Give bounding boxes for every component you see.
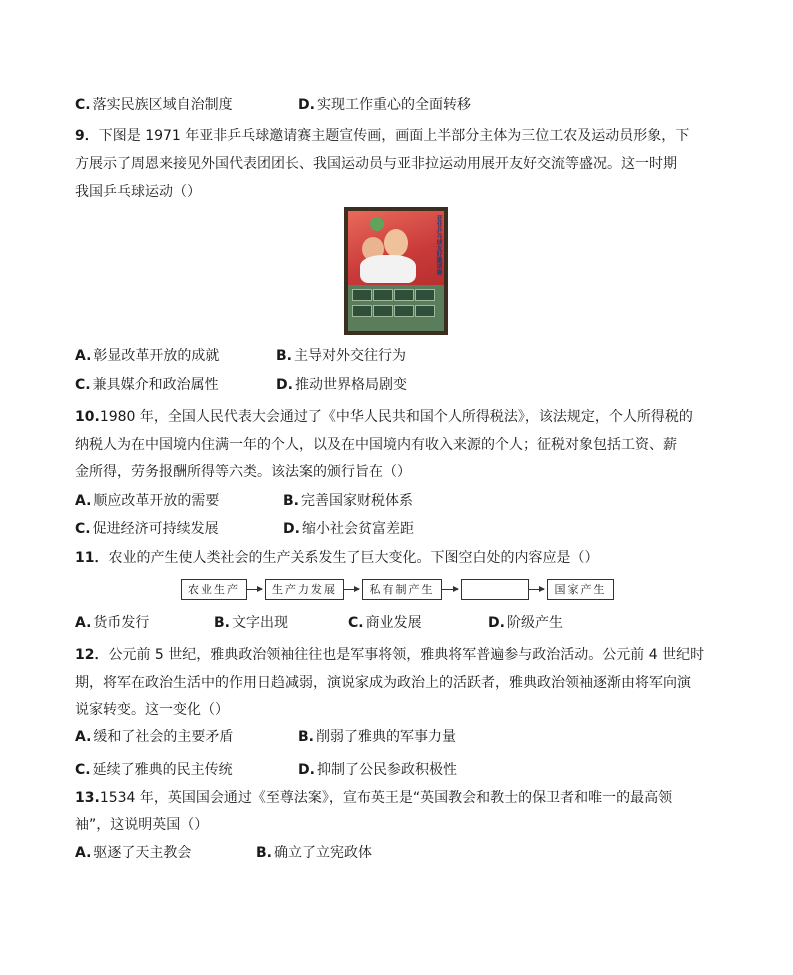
q12-option-c: [75, 760, 233, 780]
question-number: 9．: [75, 128, 99, 144]
option-label: B.: [214, 615, 230, 631]
q10-stem-line1: [75, 407, 693, 427]
poster-photo: [394, 305, 414, 317]
option-label: C.: [348, 615, 364, 631]
option-label: A.: [75, 348, 92, 364]
option-text: 文字出现: [232, 615, 288, 631]
poster-lower-photos: [348, 285, 444, 331]
option-label: A.: [75, 615, 92, 631]
option-label: D.: [488, 615, 505, 631]
option-label: D.: [276, 377, 293, 393]
q11-option-a: [75, 613, 149, 633]
q9-stem-line1: [75, 126, 689, 146]
q11-option-c: [348, 613, 422, 633]
q12-text-1: 公元前 5 世纪，雅典政治领袖往往也是军事将领，雅典将军普遍参与政治活动。公元前 4 世纪时: [108, 647, 705, 663]
q10-option-a: [75, 491, 219, 511]
option-text: 主导对外交往行为: [294, 348, 406, 364]
flow-arrow-icon: [442, 589, 458, 590]
q8-option-c: [75, 95, 233, 115]
q10-option-c: [75, 519, 219, 539]
q13-stem-line2: 袖”，这说明英国（）: [75, 817, 209, 833]
q13-text-1: 1534 年，英国国会通过《至尊法案》，宣布英王是“英国教会和教士的保卫者和唯一的最高领: [99, 790, 673, 806]
option-text: 削弱了雅典的军事力量: [316, 729, 456, 745]
option-label: D.: [298, 97, 315, 113]
option-text: 货币发行: [93, 615, 150, 631]
option-text: 完善国家财税体系: [301, 493, 413, 509]
question-number: 11．: [75, 550, 109, 566]
option-label: C.: [75, 97, 91, 113]
option-text: 落实民族区域自治制度: [92, 97, 233, 113]
option-label: A.: [75, 729, 92, 745]
q10-option-d: [283, 519, 414, 539]
q12-stem-line3: 说家转变。这一变化（）: [75, 702, 229, 718]
q13-option-b: [256, 843, 372, 863]
question-number: 12．: [75, 647, 109, 663]
q12-stem-line2: 期，将军在政治生活中的作用日趋减弱，演说家成为政治上的活跃者，雅典政治领袖逐渐由将军向演: [75, 675, 691, 691]
flow-arrow-icon: [529, 589, 544, 590]
table-tennis-poster-image: [344, 207, 448, 335]
poster-photo: [352, 289, 372, 301]
q13-stem-line1: [75, 788, 672, 808]
option-text: 促进经济可持续发展: [92, 521, 219, 537]
option-label: C.: [75, 521, 91, 537]
flow-box-blank: [461, 579, 529, 600]
option-text: 延续了雅典的民主传统: [92, 762, 233, 778]
q11-option-d: [488, 613, 563, 633]
option-label: B.: [298, 729, 314, 745]
option-label: A.: [75, 845, 92, 861]
q12-option-b: [298, 727, 456, 747]
q11-stem-line1: [75, 548, 598, 568]
flow-box-state: 国家产生: [547, 579, 614, 600]
option-label: C.: [75, 762, 91, 778]
poster-artwork: [348, 211, 444, 331]
option-text: 兼具媒介和政治属性: [92, 377, 219, 393]
q11-text-1: 农业的产生使人类社会的生产关系发生了巨大变化。下图空白处的内容应是（）: [108, 550, 599, 566]
poster-figure-center: [384, 229, 408, 257]
q12-option-a: [75, 727, 233, 747]
q10-stem-line3: 金所得，劳务报酬所得等六类。该法案的颁行旨在（）: [75, 464, 411, 480]
flow-box-productivity: 生产力发展: [265, 579, 344, 600]
option-text: 抑制了公民参政积极性: [316, 762, 457, 778]
flow-box-private-ownership: 私有制产生: [362, 579, 442, 600]
option-label: D.: [298, 762, 315, 778]
q13-option-a: [75, 843, 191, 863]
option-text: 顺应改革开放的需要: [93, 493, 220, 509]
option-label: B.: [256, 845, 272, 861]
poster-photo: [373, 305, 393, 317]
poster-photo: [415, 305, 435, 317]
poster-photo: [394, 289, 414, 301]
option-text: 阶级产生: [506, 615, 563, 631]
q10-option-b: [283, 491, 413, 511]
option-label: A.: [75, 493, 92, 509]
q8-option-d: [298, 95, 471, 115]
option-text: 实现工作重心的全面转移: [316, 97, 471, 113]
q9-stem-line2: 方展示了周恩来接见外国代表团团长、我国运动员与亚非拉运动用展开友好交流等盛况。这一时期: [75, 156, 677, 172]
option-text: 缓和了社会的主要矛盾: [93, 729, 234, 745]
flow-arrow-icon: [344, 589, 359, 590]
poster-photo: [415, 289, 435, 301]
option-text: 缩小社会贫富差距: [301, 521, 414, 537]
q9-stem-line3: 我国乒乓球运动（）: [75, 184, 201, 200]
q12-option-d: [298, 760, 457, 780]
q10-text-1: 1980 年，全国人民代表大会通过了《中华人民共和国个人所得税法》，该法规定，个人所得税的: [99, 409, 693, 425]
q9-option-b: [276, 346, 406, 366]
q9-option-c: [75, 375, 219, 395]
option-text: 彰显改革开放的成就: [93, 348, 220, 364]
flow-arrow-icon: [247, 589, 262, 590]
q10-stem-line2: 纳税人为在中国境内住满一年的个人，以及在中国境内有收入来源的个人；征税对象包括工资、薪: [75, 437, 677, 453]
option-label: C.: [75, 377, 91, 393]
option-label: B.: [276, 348, 292, 364]
question-number: 10.: [75, 409, 100, 425]
q12-stem-line1: [75, 645, 704, 665]
flow-box-agriculture: 农业生产: [181, 579, 247, 600]
option-text: 商业发展: [365, 615, 422, 631]
q11-option-b: [214, 613, 288, 633]
option-text: 推动世界格局剧变: [294, 377, 407, 393]
q9-option-d: [276, 375, 407, 395]
option-label: B.: [283, 493, 299, 509]
q9-option-a: [75, 346, 219, 366]
poster-photo: [352, 305, 372, 317]
poster-photo: [373, 289, 393, 301]
option-text: 驱逐了天主教会: [93, 845, 192, 861]
poster-flower: [370, 217, 384, 231]
poster-caption: 亚非乒乓球友好邀请赛: [435, 215, 442, 275]
poster-figure-clothes: [360, 255, 416, 283]
question-number: 13.: [75, 790, 100, 806]
q9-text-1: 下图是 1971 年亚非乒乓球邀请赛主题宣传画，画面上半部分主体为三位工农及运动员形象，下: [98, 128, 690, 144]
option-label: D.: [283, 521, 300, 537]
option-text: 确立了立宪政体: [274, 845, 372, 861]
